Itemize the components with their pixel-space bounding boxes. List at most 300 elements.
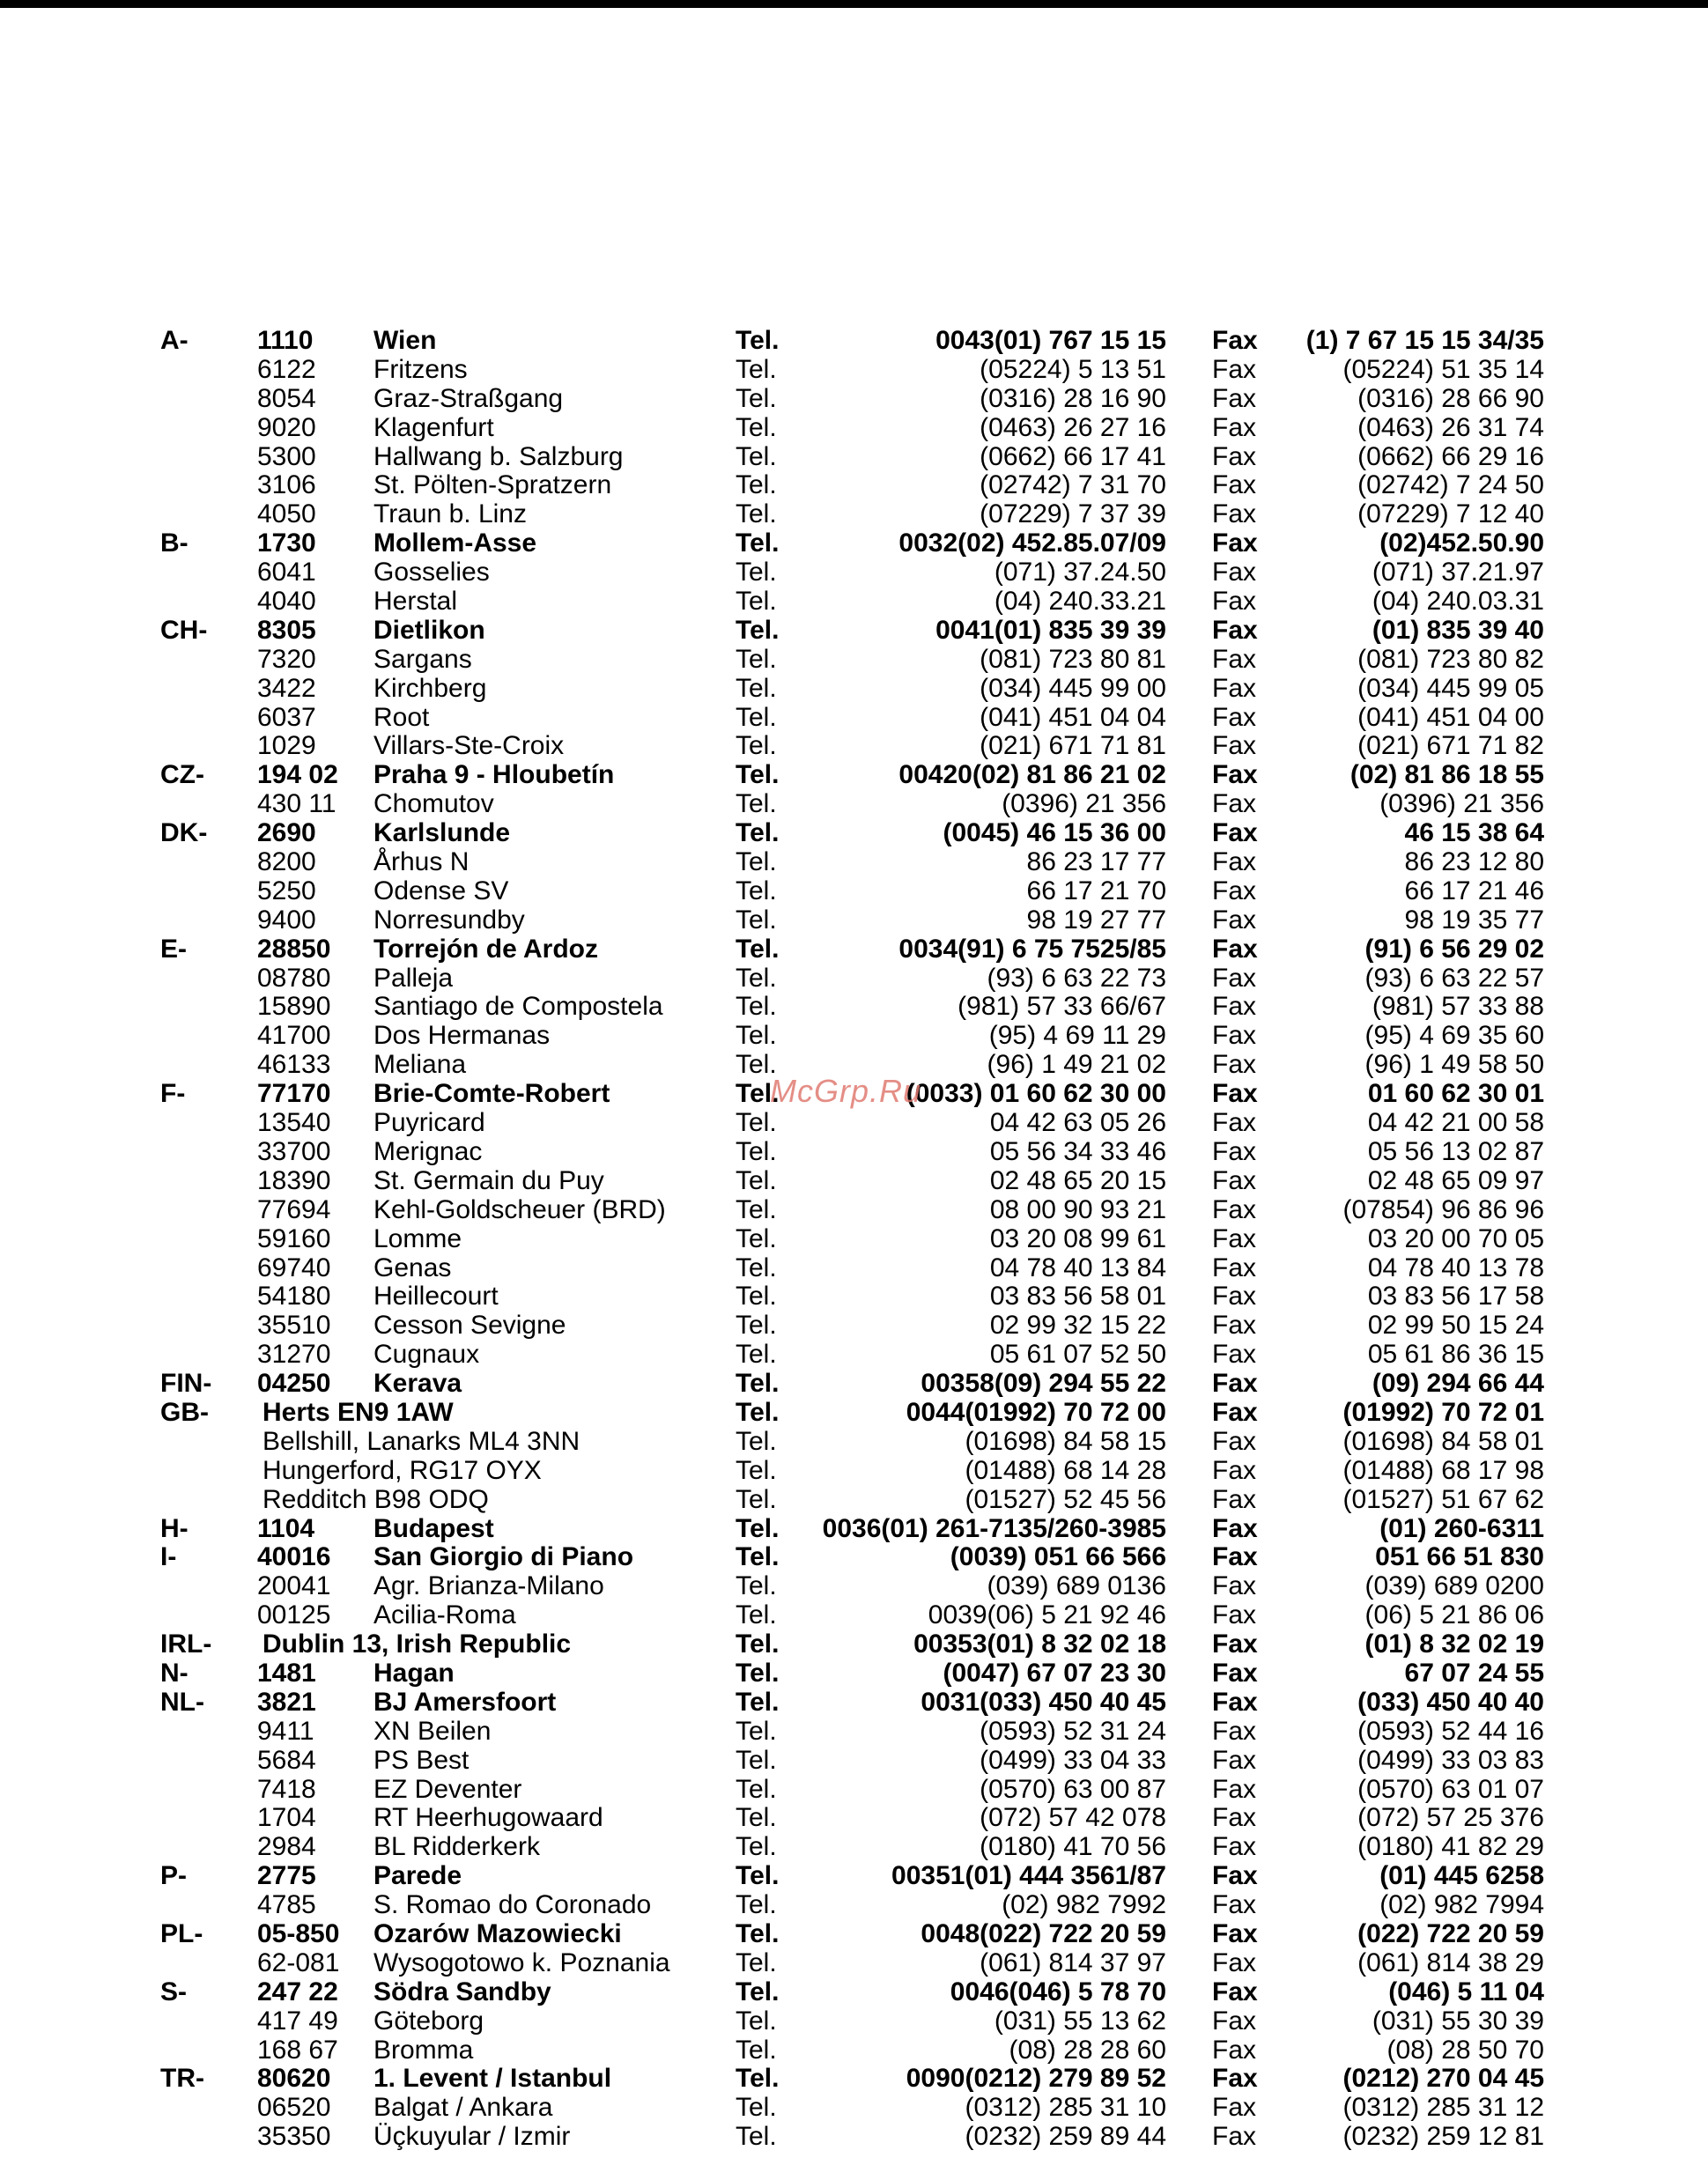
- city: Graz-Straßgang: [373, 383, 564, 413]
- tel-label: Tel.: [736, 1571, 777, 1601]
- fax-label: Fax: [1212, 412, 1257, 442]
- tel-number: (0180) 41 70 56: [980, 1832, 1166, 1862]
- tel-number: 00420(02) 81 86 21 02: [898, 760, 1166, 790]
- city: St. Germain du Puy: [373, 1165, 604, 1195]
- fax-label: Fax: [1212, 1803, 1257, 1833]
- fax-label: Fax: [1212, 1340, 1257, 1370]
- tel-label: Tel.: [736, 760, 780, 790]
- fax-label: Fax: [1212, 963, 1257, 993]
- tel-label: Tel.: [736, 412, 777, 442]
- fax-label: Fax: [1212, 1774, 1257, 1804]
- fax-number: (0312) 285 31 12: [1342, 2093, 1544, 2123]
- tel-number: (0396) 21 356: [1002, 789, 1166, 819]
- fax-number: (022) 722 20 59: [1357, 1918, 1544, 1948]
- tel-number: 05 61 07 52 50: [989, 1340, 1166, 1370]
- city: Balgat / Ankara: [373, 2093, 553, 2123]
- directory-row: [0, 1254, 1708, 1283]
- tel-number: (0232) 259 89 44: [965, 2122, 1166, 2152]
- directory-row: [0, 704, 1708, 733]
- fax-number: 01 60 62 30 01: [1367, 1079, 1544, 1109]
- city: Redditch B98 ODQ: [262, 1484, 489, 1514]
- tel-number: 0044(01992) 70 72 00: [906, 1397, 1166, 1427]
- tel-label: Tel.: [736, 326, 780, 355]
- postal-code: 3422: [257, 673, 316, 703]
- fax-number: (071) 37.21.97: [1372, 558, 1544, 587]
- fax-number: (04) 240.03.31: [1372, 587, 1544, 617]
- fax-number: (031) 55 30 39: [1372, 2006, 1544, 2036]
- tel-number: (041) 451 04 04: [980, 702, 1166, 732]
- fax-number: (08) 28 50 70: [1386, 2035, 1544, 2065]
- tel-label: Tel.: [736, 2006, 777, 2036]
- postal-code: 1704: [257, 1803, 316, 1833]
- city: St. Pölten-Spratzern: [373, 470, 612, 500]
- tel-number: (0499) 33 04 33: [980, 1745, 1166, 1775]
- directory-row: [0, 414, 1708, 443]
- tel-number: 02 99 32 15 22: [989, 1311, 1166, 1341]
- postal-code: 417 49: [257, 2006, 338, 2036]
- fax-number: (033) 450 40 40: [1357, 1687, 1544, 1717]
- fax-label: Fax: [1212, 1629, 1258, 1659]
- postal-code: 9020: [257, 412, 316, 442]
- tel-number: (02) 982 7992: [1002, 1890, 1166, 1920]
- tel-number: 08 00 90 93 21: [989, 1194, 1166, 1224]
- fax-number: (93) 6 63 22 57: [1364, 963, 1544, 993]
- fax-label: Fax: [1212, 992, 1257, 1022]
- directory-row: [0, 2094, 1708, 2123]
- city: XN Beilen: [373, 1716, 492, 1746]
- tel-number: (07229) 7 37 39: [980, 499, 1166, 529]
- fax-number: 051 66 51 830: [1375, 1542, 1544, 1572]
- fax-number: (01488) 68 17 98: [1342, 1455, 1544, 1485]
- tel-label: Tel.: [736, 1194, 777, 1224]
- fax-label: Fax: [1212, 818, 1258, 848]
- directory-row: [0, 1978, 1708, 2007]
- fax-label: Fax: [1212, 876, 1257, 905]
- city: Bellshill, Lanarks ML4 3NN: [262, 1426, 580, 1456]
- directory-row: [0, 964, 1708, 994]
- tel-label: Tel.: [736, 1832, 777, 1862]
- tel-number: (034) 445 99 00: [980, 673, 1166, 703]
- postal-code: 1110: [257, 326, 314, 355]
- tel-number: (031) 55 13 62: [994, 2006, 1166, 2036]
- fax-number: 67 07 24 55: [1404, 1658, 1544, 1688]
- postal-code: 59160: [257, 1223, 331, 1253]
- postal-code: 31270: [257, 1340, 331, 1370]
- directory-row: [0, 356, 1708, 385]
- fax-number: 03 20 00 70 05: [1367, 1223, 1544, 1253]
- fax-number: (01) 835 39 40: [1372, 615, 1544, 645]
- city: Budapest: [373, 1513, 494, 1543]
- directory-row: [0, 906, 1708, 935]
- directory-row: [0, 1630, 1708, 1659]
- city: PS Best: [373, 1745, 470, 1775]
- city: Üçkuyular / Izmir: [373, 2122, 571, 2152]
- directory-row: [0, 675, 1708, 704]
- city: Kehl-Goldscheuer (BRD): [373, 1194, 666, 1224]
- fax-number: 86 23 12 80: [1404, 847, 1544, 877]
- city: Wysogotowo k. Poznania: [373, 1947, 670, 1977]
- fax-label: Fax: [1212, 2093, 1257, 2123]
- directory-row: [0, 327, 1708, 356]
- tel-label: Tel.: [736, 1165, 777, 1195]
- directory-row: [0, 1515, 1708, 1544]
- directory-row: [0, 790, 1708, 819]
- tel-number: 86 23 17 77: [1026, 847, 1166, 877]
- directory-row: [0, 1428, 1708, 1457]
- postal-code: 54180: [257, 1282, 331, 1312]
- postal-code: 1730: [257, 528, 316, 558]
- fax-label: Fax: [1212, 934, 1258, 964]
- country-code: B-: [160, 528, 189, 558]
- postal-code: 9400: [257, 905, 316, 935]
- directory-row: [0, 1572, 1708, 1601]
- fax-number: (02) 982 7994: [1379, 1890, 1544, 1920]
- country-code: N-: [160, 1658, 189, 1688]
- city: Hungerford, RG17 OYX: [262, 1455, 542, 1485]
- tel-number: (039) 689 0136: [987, 1571, 1166, 1601]
- directory-row: [0, 819, 1708, 848]
- fax-number: (07229) 7 12 40: [1357, 499, 1544, 529]
- tel-label: Tel.: [736, 1253, 777, 1282]
- directory-row: [0, 877, 1708, 906]
- fax-label: Fax: [1212, 1426, 1257, 1456]
- tel-label: Tel.: [736, 441, 777, 471]
- postal-code: 15890: [257, 992, 331, 1022]
- city: Agr. Brianza-Milano: [373, 1571, 604, 1601]
- country-code: TR-: [160, 2064, 204, 2094]
- directory-row: [0, 1457, 1708, 1486]
- postal-code: 9411: [257, 1716, 314, 1746]
- directory-row: [0, 1949, 1708, 1978]
- tel-number: 03 83 56 58 01: [989, 1282, 1166, 1312]
- city: Århus N: [373, 847, 470, 877]
- postal-code: 33700: [257, 1136, 331, 1166]
- fax-number: (041) 451 04 00: [1357, 702, 1544, 732]
- country-code: I-: [160, 1542, 177, 1572]
- city: Klagenfurt: [373, 412, 494, 442]
- tel-label: Tel.: [736, 1079, 780, 1109]
- directory-row: [0, 732, 1708, 761]
- tel-label: Tel.: [736, 1716, 777, 1746]
- tel-number: 0090(0212) 279 89 52: [906, 2064, 1166, 2094]
- city: Sargans: [373, 644, 472, 674]
- directory-row: [0, 529, 1708, 558]
- tel-number: 0041(01) 835 39 39: [935, 615, 1166, 645]
- directory-row: [0, 1138, 1708, 1167]
- tel-label: Tel.: [736, 1918, 780, 1948]
- tel-label: Tel.: [736, 383, 777, 413]
- tel-number: 0032(02) 452.85.07/09: [898, 528, 1166, 558]
- tel-label: Tel.: [736, 789, 777, 819]
- fax-label: Fax: [1212, 558, 1257, 587]
- tel-number: (95) 4 69 11 29: [988, 1021, 1166, 1051]
- fax-label: Fax: [1212, 354, 1257, 384]
- postal-code: 6041: [257, 558, 316, 587]
- directory-row: [0, 1486, 1708, 1515]
- directory-row: [0, 1862, 1708, 1891]
- country-code: FIN-: [160, 1369, 212, 1399]
- directory-row: [0, 1776, 1708, 1805]
- postal-code: 28850: [257, 934, 331, 964]
- tel-label: Tel.: [736, 1629, 780, 1659]
- fax-label: Fax: [1212, 1832, 1257, 1862]
- city: Hallwang b. Salzburg: [373, 441, 624, 471]
- fax-number: (072) 57 25 376: [1357, 1803, 1544, 1833]
- city: Villars-Ste-Croix: [373, 731, 565, 761]
- postal-code: 194 02: [257, 760, 338, 790]
- fax-number: (0570) 63 01 07: [1357, 1774, 1544, 1804]
- directory-row: [0, 1833, 1708, 1862]
- fax-label: Fax: [1212, 2122, 1257, 2152]
- city: Mollem-Asse: [373, 528, 537, 558]
- fax-number: (07854) 96 86 96: [1342, 1194, 1544, 1224]
- tel-number: (01527) 52 45 56: [965, 1484, 1166, 1514]
- fax-number: (02742) 7 24 50: [1357, 470, 1544, 500]
- fax-number: (06) 5 21 86 06: [1364, 1600, 1544, 1630]
- fax-number: (021) 671 71 82: [1357, 731, 1544, 761]
- fax-number: 46 15 38 64: [1404, 818, 1544, 848]
- tel-label: Tel.: [736, 644, 777, 674]
- country-code: CH-: [160, 615, 208, 645]
- tel-label: Tel.: [736, 1774, 777, 1804]
- tel-number: (081) 723 80 81: [980, 644, 1166, 674]
- city: Praha 9 - Hloubetín: [373, 760, 615, 790]
- fax-label: Fax: [1212, 1918, 1258, 1948]
- fax-label: Fax: [1212, 1050, 1257, 1080]
- directory-row: [0, 1225, 1708, 1254]
- tel-number: (0045) 46 15 36 00: [943, 818, 1166, 848]
- fax-number: 05 56 13 02 87: [1367, 1136, 1544, 1166]
- tel-label: Tel.: [736, 354, 777, 384]
- fax-number: (046) 5 11 04: [1388, 1977, 1544, 2006]
- top-border: [0, 0, 1708, 8]
- fax-label: Fax: [1212, 1397, 1258, 1427]
- city: Ozarów Mazowiecki: [373, 1918, 622, 1948]
- fax-label: Fax: [1212, 1484, 1257, 1514]
- postal-code: 08780: [257, 963, 331, 993]
- tel-number: (0039) 051 66 566: [950, 1542, 1166, 1572]
- postal-code: 40016: [257, 1542, 331, 1572]
- tel-number: 0043(01) 767 15 15: [935, 326, 1166, 355]
- tel-label: Tel.: [736, 528, 780, 558]
- city: BJ Amersfoort: [373, 1687, 557, 1717]
- postal-code: 77694: [257, 1194, 331, 1224]
- fax-label: Fax: [1212, 1194, 1257, 1224]
- tel-label: Tel.: [736, 673, 777, 703]
- fax-number: 05 61 86 36 15: [1367, 1340, 1544, 1370]
- fax-number: (0593) 52 44 16: [1357, 1716, 1544, 1746]
- fax-number: 02 99 50 15 24: [1367, 1311, 1544, 1341]
- tel-number: (0463) 26 27 16: [980, 412, 1166, 442]
- tel-label: Tel.: [736, 876, 777, 905]
- city: Dublin 13, Irish Republic: [262, 1629, 572, 1659]
- fax-number: (0463) 26 31 74: [1357, 412, 1544, 442]
- tel-label: Tel.: [736, 1890, 777, 1920]
- country-code: F-: [160, 1079, 186, 1109]
- city: Dietlikon: [373, 615, 485, 645]
- postal-code: 77170: [257, 1079, 331, 1109]
- country-code: NL-: [160, 1687, 204, 1717]
- city: Herts EN9 1AW: [262, 1397, 454, 1427]
- fax-label: Fax: [1212, 760, 1258, 790]
- fax-label: Fax: [1212, 326, 1258, 355]
- city: Chomutov: [373, 789, 494, 819]
- postal-code: 7320: [257, 644, 316, 674]
- tel-label: Tel.: [736, 1600, 777, 1630]
- postal-code: 6122: [257, 354, 316, 384]
- tel-number: 98 19 27 77: [1026, 905, 1166, 935]
- city: Bromma: [373, 2035, 474, 2065]
- city: Acilia-Roma: [373, 1600, 516, 1630]
- tel-label: Tel.: [736, 1282, 777, 1312]
- postal-code: 430 11: [257, 789, 336, 819]
- directory-row: [0, 1341, 1708, 1370]
- tel-number: (0033) 01 60 62 30 00: [906, 1079, 1166, 1109]
- tel-label: Tel.: [736, 1861, 780, 1891]
- tel-number: 0034(91) 6 75 7525/85: [898, 934, 1166, 964]
- address-directory: [0, 327, 1708, 2152]
- tel-label: Tel.: [736, 731, 777, 761]
- postal-code: 69740: [257, 1253, 331, 1282]
- postal-code: 35510: [257, 1311, 331, 1341]
- postal-code: 2775: [257, 1861, 316, 1891]
- fax-number: (039) 689 0200: [1364, 1571, 1544, 1601]
- fax-label: Fax: [1212, 1079, 1258, 1109]
- postal-code: 5300: [257, 441, 316, 471]
- postal-code: 46133: [257, 1050, 331, 1080]
- tel-label: Tel.: [736, 587, 777, 617]
- fax-label: Fax: [1212, 2035, 1257, 2065]
- tel-label: Tel.: [736, 1021, 777, 1051]
- tel-label: Tel.: [736, 702, 777, 732]
- fax-number: (01698) 84 58 01: [1342, 1426, 1544, 1456]
- fax-label: Fax: [1212, 528, 1258, 558]
- postal-code: 1481: [257, 1658, 316, 1688]
- city: Lomme: [373, 1223, 462, 1253]
- fax-number: 04 42 21 00 58: [1367, 1108, 1544, 1138]
- tel-number: (96) 1 49 21 02: [987, 1050, 1166, 1080]
- tel-number: (04) 240.33.21: [994, 587, 1166, 617]
- directory-row: [0, 2036, 1708, 2065]
- directory-row: [0, 1282, 1708, 1312]
- fax-number: (081) 723 80 82: [1357, 644, 1544, 674]
- directory-row: [0, 1747, 1708, 1776]
- tel-label: Tel.: [736, 2064, 780, 2094]
- postal-code: 7418: [257, 1774, 316, 1804]
- city: Fritzens: [373, 354, 468, 384]
- fax-number: (034) 445 99 05: [1357, 673, 1544, 703]
- fax-label: Fax: [1212, 2006, 1257, 2036]
- fax-number: (01) 445 6258: [1379, 1861, 1544, 1891]
- tel-label: Tel.: [736, 1947, 777, 1977]
- city: Karlslunde: [373, 818, 511, 848]
- fax-number: (01527) 51 67 62: [1342, 1484, 1544, 1514]
- tel-number: (981) 57 33 66/67: [958, 992, 1166, 1022]
- postal-code: 4040: [257, 587, 316, 617]
- directory-row: [0, 1312, 1708, 1341]
- fax-number: (0662) 66 29 16: [1357, 441, 1544, 471]
- fax-label: Fax: [1212, 1890, 1257, 1920]
- tel-label: Tel.: [736, 905, 777, 935]
- fax-number: (95) 4 69 35 60: [1364, 1021, 1544, 1051]
- tel-label: Tel.: [736, 1542, 780, 1572]
- fax-number: (061) 814 38 29: [1357, 1947, 1544, 1977]
- tel-label: Tel.: [736, 470, 777, 500]
- directory-row: [0, 935, 1708, 964]
- directory-row: [0, 848, 1708, 877]
- tel-label: Tel.: [736, 1745, 777, 1775]
- tel-label: Tel.: [736, 847, 777, 877]
- tel-number: (01698) 84 58 15: [965, 1426, 1166, 1456]
- tel-label: Tel.: [736, 818, 780, 848]
- fax-label: Fax: [1212, 615, 1258, 645]
- fax-label: Fax: [1212, 789, 1257, 819]
- directory-row: [0, 1399, 1708, 1428]
- fax-label: Fax: [1212, 441, 1257, 471]
- tel-label: Tel.: [736, 1397, 780, 1427]
- fax-label: Fax: [1212, 1600, 1257, 1630]
- city: Hagan: [373, 1658, 455, 1688]
- country-code: H-: [160, 1513, 189, 1543]
- directory-row: [0, 1543, 1708, 1572]
- directory-row: [0, 587, 1708, 617]
- fax-number: 04 78 40 13 78: [1367, 1253, 1544, 1282]
- tel-number: 00353(01) 8 32 02 18: [913, 1629, 1166, 1659]
- directory-row: [0, 1022, 1708, 1051]
- country-code: IRL-: [160, 1629, 212, 1659]
- tel-number: 04 42 63 05 26: [989, 1108, 1166, 1138]
- tel-label: Tel.: [736, 1803, 777, 1833]
- tel-number: (0047) 67 07 23 30: [943, 1658, 1166, 1688]
- tel-number: 03 20 08 99 61: [989, 1223, 1166, 1253]
- city: Cugnaux: [373, 1340, 480, 1370]
- fax-number: 03 83 56 17 58: [1367, 1282, 1544, 1312]
- country-code: P-: [160, 1861, 187, 1891]
- postal-code: 168 67: [257, 2035, 338, 2065]
- fax-number: (96) 1 49 58 50: [1364, 1050, 1544, 1080]
- directory-row: [0, 1370, 1708, 1399]
- fax-label: Fax: [1212, 1021, 1257, 1051]
- tel-label: Tel.: [736, 2122, 777, 2152]
- directory-row: [0, 2065, 1708, 2094]
- country-code: GB-: [160, 1397, 209, 1427]
- tel-label: Tel.: [736, 1136, 777, 1166]
- tel-number: 0048(022) 722 20 59: [921, 1918, 1166, 1948]
- city: Norresundby: [373, 905, 525, 935]
- city: Traun b. Linz: [373, 499, 527, 529]
- fax-number: (01) 260-6311: [1379, 1513, 1544, 1543]
- city: Root: [373, 702, 430, 732]
- fax-number: (91) 6 56 29 02: [1364, 934, 1544, 964]
- directory-row: [0, 1659, 1708, 1689]
- directory-row: [0, 385, 1708, 414]
- postal-code: 6037: [257, 702, 316, 732]
- city: Dos Hermanas: [373, 1021, 551, 1051]
- tel-label: Tel.: [736, 934, 780, 964]
- fax-number: 66 17 21 46: [1404, 876, 1544, 905]
- postal-code: 8054: [257, 383, 316, 413]
- fax-number: (01) 8 32 02 19: [1364, 1629, 1544, 1659]
- city: Södra Sandby: [373, 1977, 551, 2006]
- tel-number: 04 78 40 13 84: [989, 1253, 1166, 1282]
- fax-label: Fax: [1212, 587, 1257, 617]
- fax-label: Fax: [1212, 702, 1257, 732]
- tel-number: (08) 28 28 60: [1009, 2035, 1166, 2065]
- country-code: CZ-: [160, 760, 204, 790]
- postal-code: 00125: [257, 1600, 331, 1630]
- city: Torrejón de Ardoz: [373, 934, 598, 964]
- country-code: PL-: [160, 1918, 203, 1948]
